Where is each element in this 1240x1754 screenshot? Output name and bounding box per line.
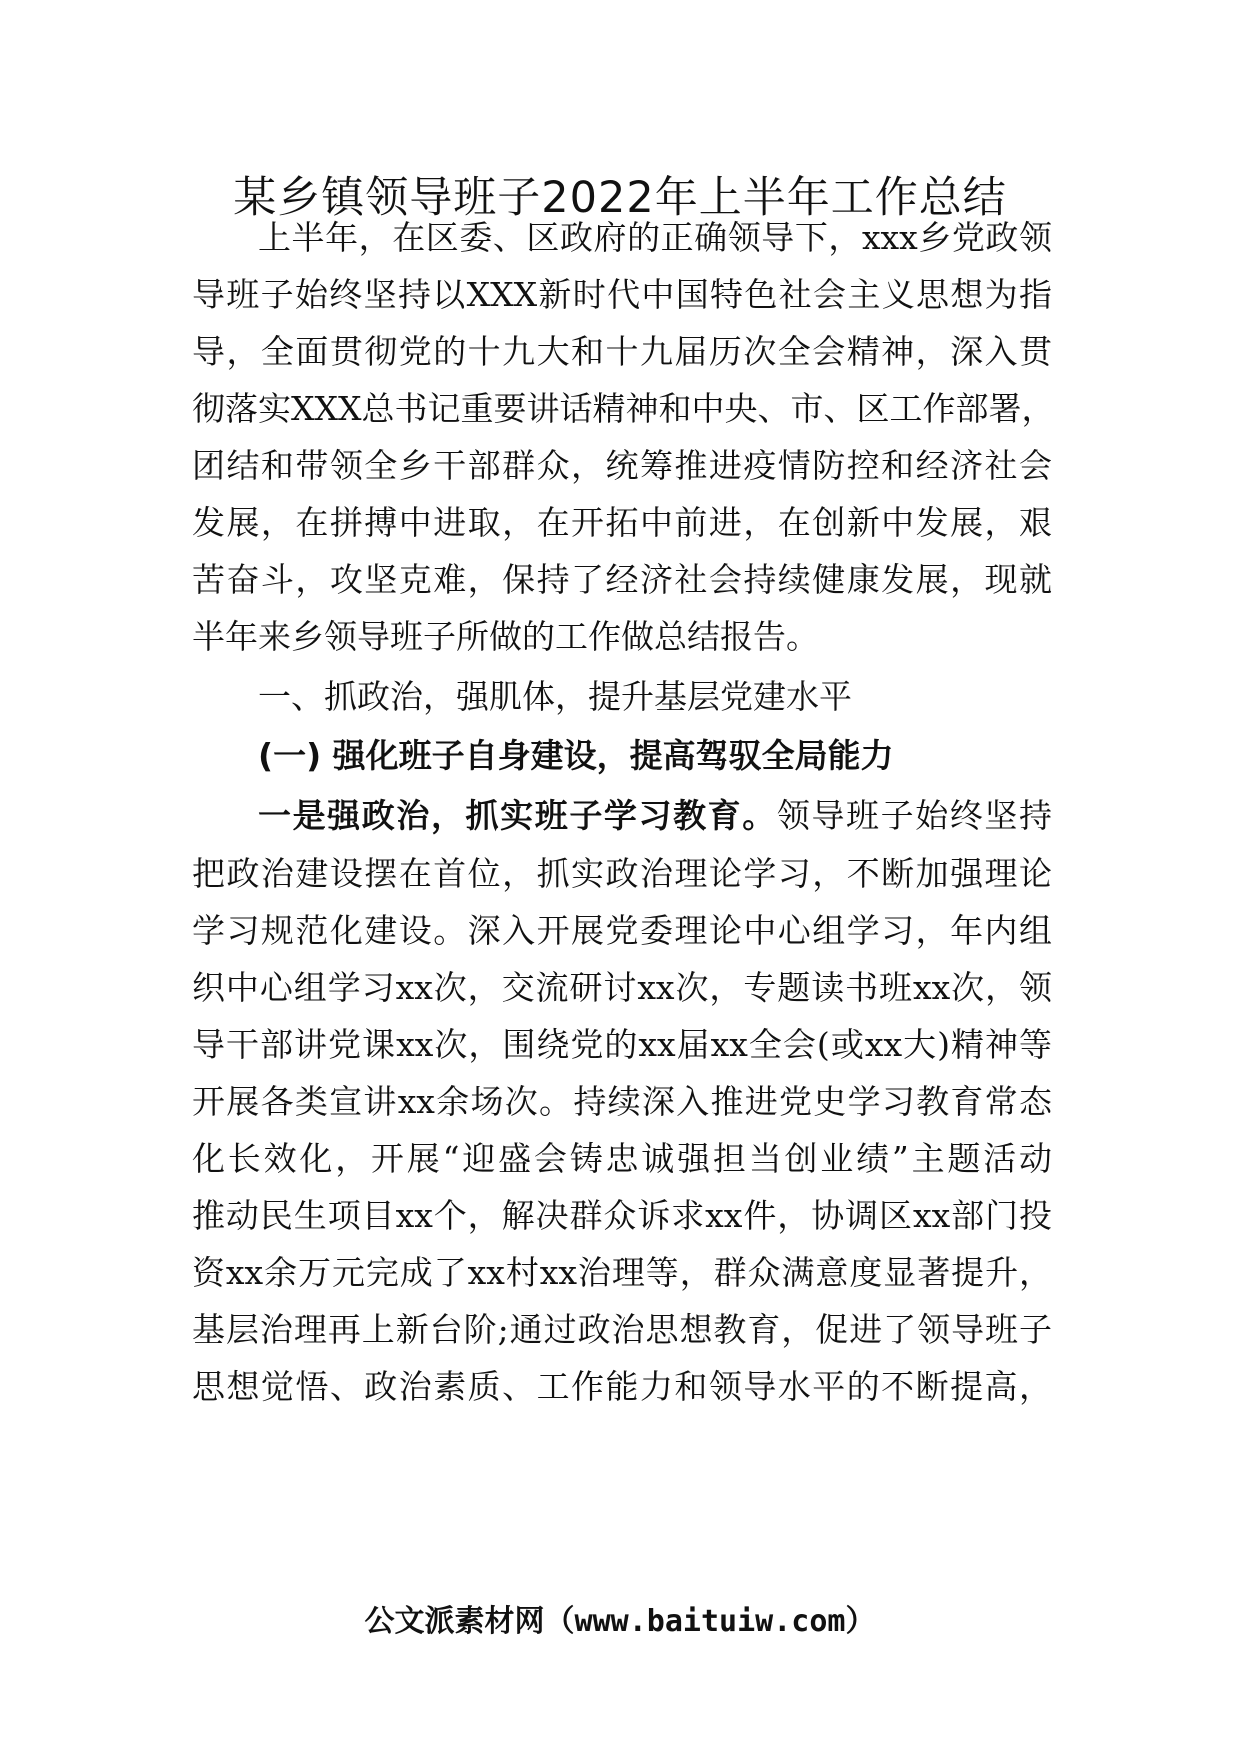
point-line-4: 导干部讲党课xx次，围绕党的xx届xx全会(或xx大)精神等 (192, 1025, 1052, 1064)
point-line-5: 开展各类宣讲xx余场次。持续深入推进党史学习教育常态 (192, 1082, 1052, 1121)
point-line-10: 思想觉悟、政治素质、工作能力和领导水平的不断提高， (192, 1367, 1052, 1406)
intro-line-6: 发展，在拼搏中进取，在开拓中前进，在创新中发展，艰 (192, 503, 1052, 542)
section-heading: 一、抓政治，强肌体，提升基层党建水平 (258, 677, 852, 716)
point-line-6: 化长效化，开展“迎盛会铸忠诚强担当创业绩”主题活动 (192, 1139, 1052, 1178)
point-lead: 一是强政治，抓实班子学习教育。 (258, 796, 777, 835)
document-title: 某乡镇领导班子2022年上半年工作总结 (233, 173, 1007, 223)
point-line-9: 基层治理再上新台阶;通过政治思想教育，促进了领导班子 (192, 1310, 1052, 1349)
point-line-2: 学习规范化建设。深入开展党委理论中心组学习，年内组 (192, 911, 1052, 950)
point-first-line (258, 791, 1052, 841)
point-line-7: 推动民生项目xx个，解决群众诉求xx件，协调区xx部门投 (192, 1196, 1052, 1235)
intro-line-3: 导，全面贯彻党的十九大和十九届历次全会精神，深入贯 (192, 332, 1052, 371)
subsection-heading: (一) 强化班子自身建设，提高驾驭全局能力 (258, 736, 894, 775)
point-line-3: 织中心组学习xx次，交流研讨xx次，专题读书班xx次，领 (192, 968, 1052, 1007)
intro-line-1: 上半年，在区委、区政府的正确领导下，xxx乡党政领 (258, 218, 1052, 257)
intro-line-7: 苦奋斗，攻坚克难，保持了经济社会持续健康发展，现就 (192, 560, 1052, 599)
footer-source-link[interactable]: 公文派素材网（www.baituiw.com） (364, 1604, 876, 1639)
intro-line-5: 团结和带领全乡干部群众，统筹推进疫情防控和经济社会 (192, 446, 1052, 485)
intro-line-4: 彻落实XXX总书记重要讲话精神和中央、市、区工作部署， (192, 389, 1055, 428)
point-line-8: 资xx余万元完成了xx村xx治理等，群众满意度显著提升， (192, 1253, 1052, 1292)
point-line-1: 把政治建设摆在首位，抓实政治理论学习，不断加强理论 (192, 854, 1052, 893)
intro-line-8: 半年来乡领导班子所做的工作做总结报告。 (192, 617, 819, 656)
intro-line-2: 导班子始终坚持以XXX新时代中国特色社会主义思想为指 (192, 275, 1052, 314)
point-first-line-rest: 领导班子始终坚持 (776, 796, 1053, 835)
